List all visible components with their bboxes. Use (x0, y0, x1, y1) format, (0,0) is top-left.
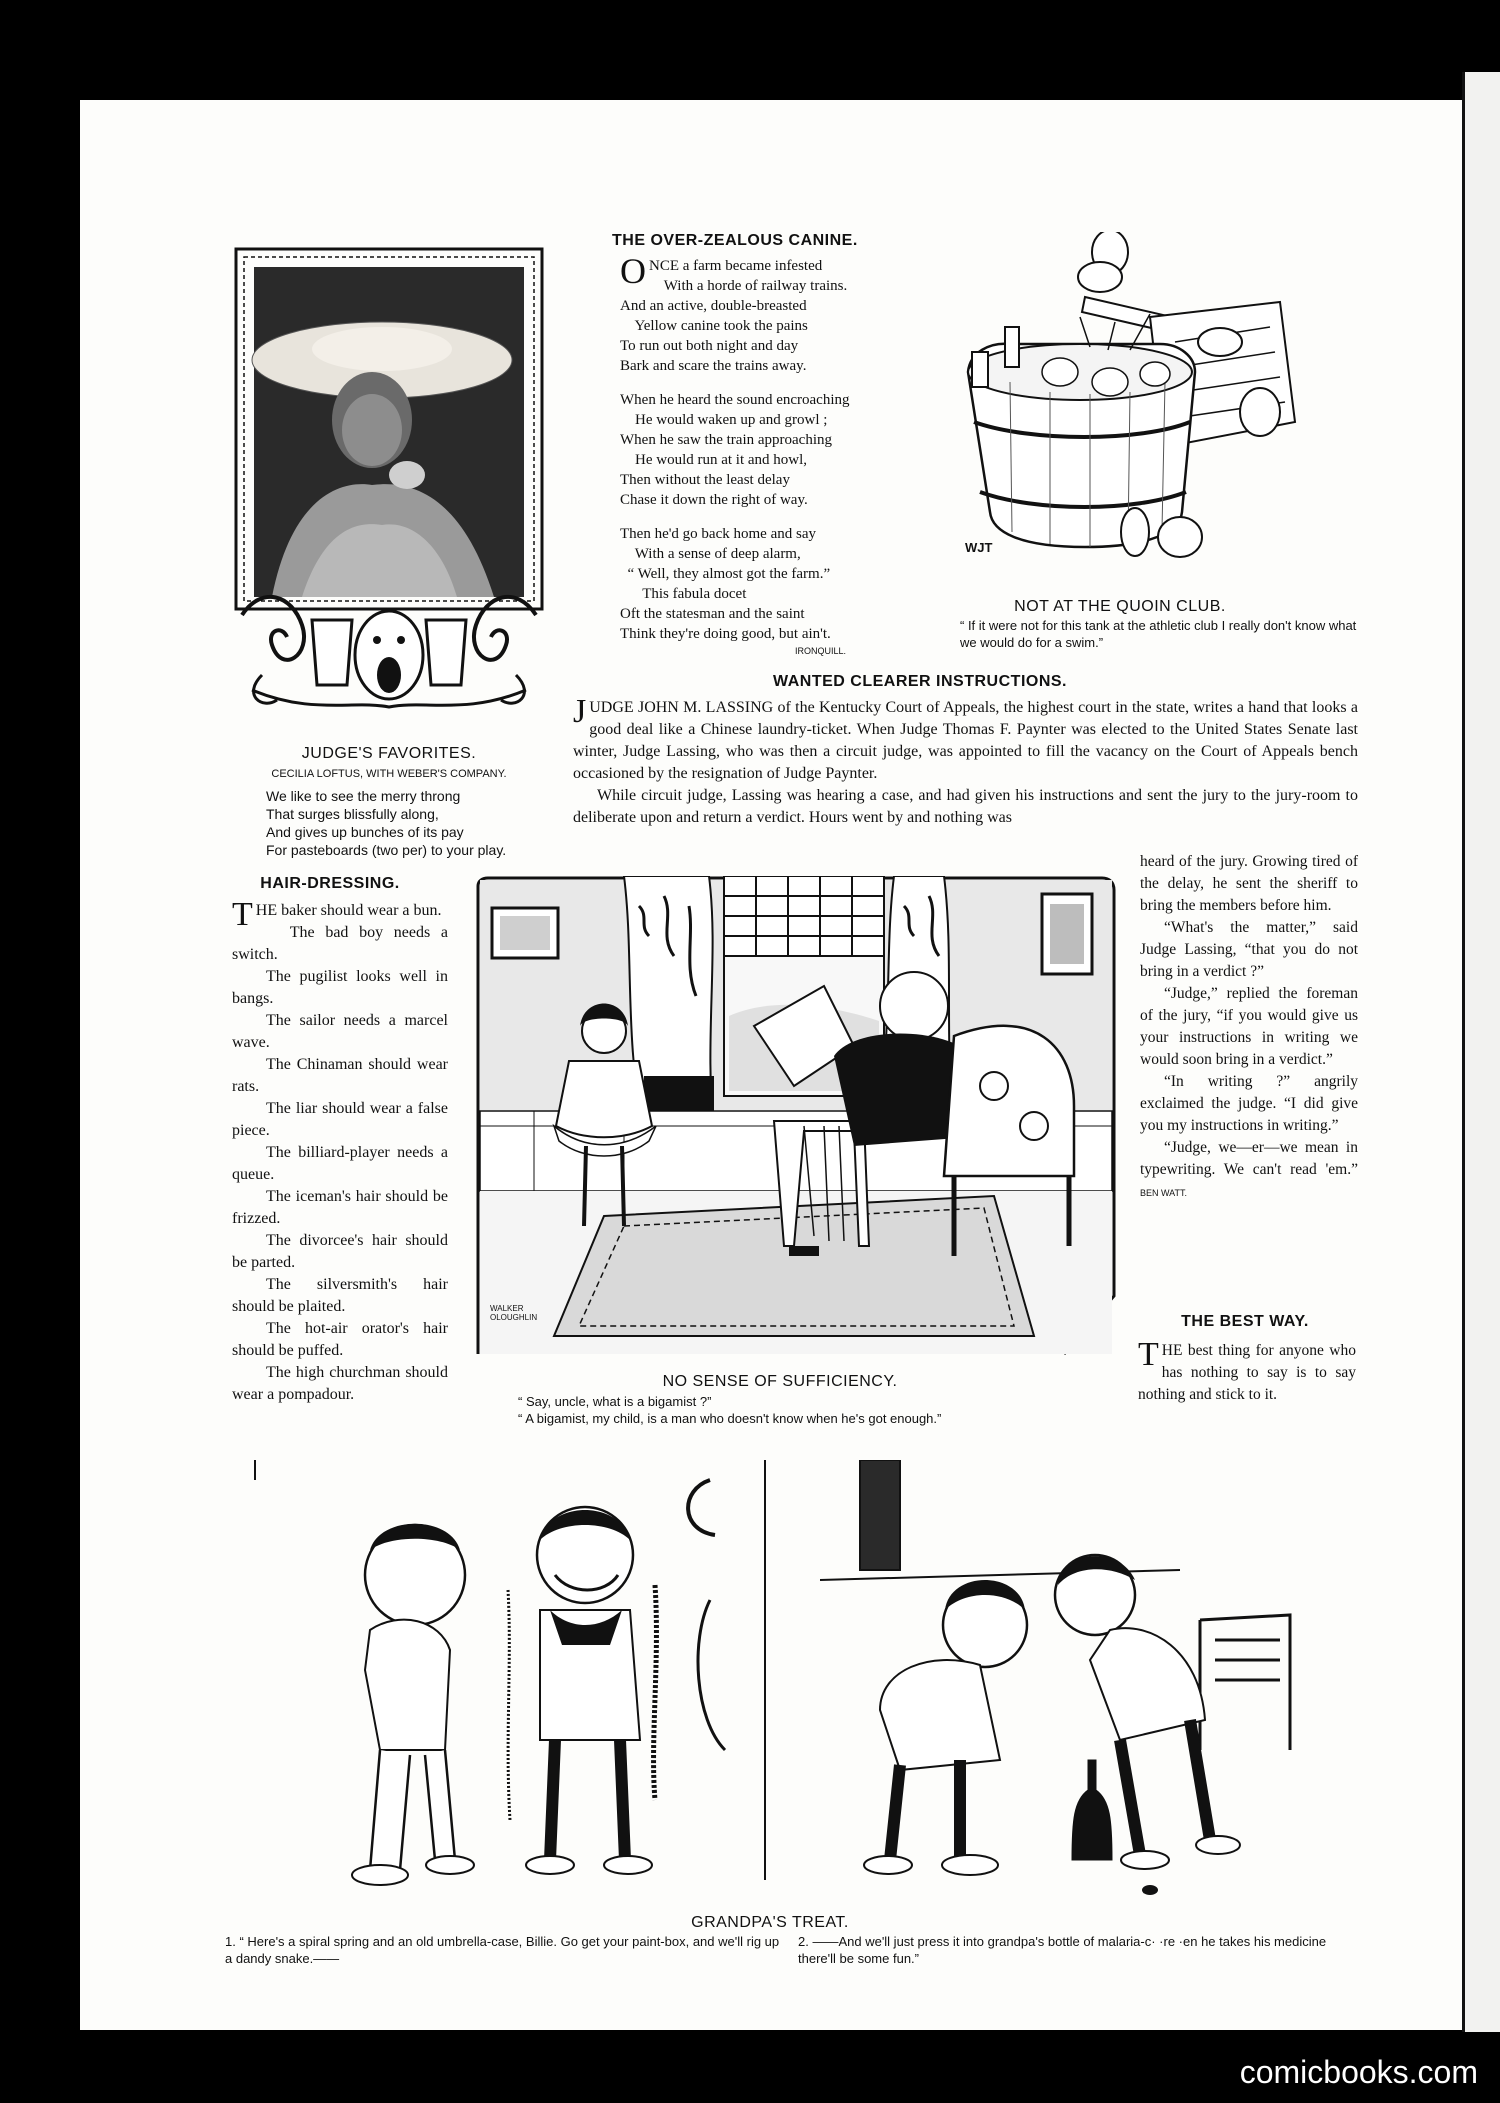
grandpa-title: GRANDPA'S TREAT. (691, 1914, 849, 1931)
hair-line: The divorcee's hair should be parted. (232, 1232, 448, 1271)
canine-dropcap: O (620, 251, 646, 291)
bestway-body (1138, 1336, 1356, 1406)
instructions-signature: BEN WATT. (1140, 1188, 1187, 1198)
ornate-frame-illustration (232, 245, 546, 715)
hair-line: The Chinaman should wear rats. (232, 1056, 448, 1095)
quoin-illustration (950, 232, 1310, 587)
favorites-title: JUDGE'S FAVORITES. (301, 745, 477, 762)
bestway-dropcap: T (1138, 1336, 1159, 1373)
canine-title: THE OVER-ZEALOUS CANINE. (612, 232, 858, 249)
instructions-col-paragraph: “Judge,” replied the foreman of the jury, “if you would give us your instructions in writing we would soon bring in a verdict.” (1140, 985, 1358, 1068)
canine-poem (620, 251, 920, 656)
sufficiency-illustration (474, 876, 1116, 1356)
instructions-col-paragraph (1140, 1137, 1358, 1204)
bestway-title: THE BEST WAY. (1181, 1313, 1309, 1330)
next-page-edge (1462, 72, 1500, 2032)
instructions-paragraph-1: UDGE JOHN M. LASSING of the Kentucky Court of Appeals, the highest court in the state, writes a hand that looks a good deal like a Chinese laundry-ticket. When Judge Thomas F. Paynter was elected to the United States Senate last winter, Judge Lassing, who was then a circuit judge, was appointed to fill the vacancy on the Court of Appeals bench occasioned by the resignation of Judge Paynter. (573, 699, 1358, 782)
hair-line: The silversmith's hair should be plaited. (232, 1276, 448, 1315)
instructions-body (573, 693, 1358, 829)
hair-title: HAIR-DRESSING. (260, 875, 400, 892)
hair-line: HE baker should wear a bun. (255, 902, 442, 919)
grandpa-panel-1 (250, 1460, 770, 1900)
instructions-dropcap: J (573, 693, 587, 730)
verse-line: That surges blissfully along, (266, 806, 439, 822)
hair-line: The billiard-player needs a queue. (232, 1144, 448, 1183)
canine-stanza-1: NCE a farm became infested With a horde of railway trains. And an active, double-breasted Yellow canine took the pains To run out both night and day Bark and scare the trains away. (620, 258, 848, 374)
sufficiency-title: NO SENSE OF SUFFICIENCY. (662, 1373, 898, 1390)
portrait-frame (232, 245, 546, 715)
hair-line: The hot-air orator's hair should be puffed. (232, 1320, 448, 1359)
verse-line: We like to see the merry throng (266, 788, 461, 804)
favorites-verse (266, 787, 566, 859)
bestway-text: HE best thing for anyone who has nothing to say is to say nothing and stick to it. (1138, 1342, 1356, 1403)
hair-line: The iceman's hair should be frizzed. (232, 1188, 448, 1227)
instructions-last-line: “Judge, we—er—we mean in typewriting. We can't read 'em.” (1140, 1139, 1358, 1178)
quoin-caption: “ If it were not for this tank at the athletic club I really don't know what we would do for a swim.” (960, 618, 1357, 650)
sufficiency-line-2: “ A bigamist, my child, is a man who doesn't know when he's got enough.” (518, 1411, 942, 1426)
hair-body (232, 896, 448, 1406)
sufficiency-line-1: “ Say, uncle, what is a bigamist ?” (518, 1394, 712, 1409)
favorites-subtitle: CECILIA LOFTUS, WITH WEBER'S COMPANY. (271, 768, 507, 780)
grandpa-caption-2: 2. ——And we'll just press it into grandpa's bottle of malaria-c· ·re ·en he takes his medicine there'll be some fun.” (798, 1934, 1327, 1966)
sufficiency-caption (518, 1393, 1118, 1427)
grandpa-panel-2 (820, 1460, 1330, 1900)
instructions-col-paragraph: “In writing ?” angrily exclaimed the judge. “I did give you my instructions in writing.” (1140, 1073, 1358, 1134)
canine-stanza-2: When he heard the sound encroaching He would waken up and growl ; When he saw the train approaching He would run at it and howl, Then without the least delay Chase it down the right of way. (620, 392, 850, 508)
canine-stanza-3: Then he'd go back home and say With a sense of deep alarm, “ Well, they almost got the farm.” This fabula docet Oft the statesman and the saint Think they're doing good, but ain't. (620, 526, 831, 642)
sufficiency-artist-signature: WALKER OLOUGHLIN (490, 1304, 538, 1322)
hair-line: The sailor needs a marcel wave. (232, 1012, 448, 1051)
hair-line: The pugilist looks well in bangs. (232, 968, 448, 1007)
instructions-paragraph-2: While circuit judge, Lassing was hearing a case, and had given his instructions and sent the jury to the jury-room to deliberate upon and return a verdict. Hours went by and nothing was (573, 787, 1358, 826)
canine-signature: IRONQUILL. (795, 646, 847, 656)
quoin-artist-signature: WJT (965, 540, 993, 555)
instructions-col-paragraph: heard of the jury. Growing tired of the delay, he sent the sheriff to bring the members before him. (1140, 853, 1358, 914)
verse-line: For pasteboards (two per) to your play. (266, 842, 507, 858)
site-watermark: comicbooks.com (1239, 2054, 1478, 2090)
hair-dropcap: T (232, 896, 253, 933)
hair-line: The high churchman should wear a pompadour. (232, 1364, 448, 1403)
instructions-title: WANTED CLEARER INSTRUCTIONS. (773, 673, 1067, 690)
verse-line: And gives up bunches of its pay (266, 824, 464, 840)
hair-line: The liar should wear a false piece. (232, 1100, 448, 1139)
hair-line: The bad boy needs a switch. (232, 924, 448, 963)
grandpa-caption-1: 1. “ Here's a spiral spring and an old umbrella-case, Billie. Go get your paint-box, and we'll rig up a dandy snake.—— (225, 1934, 780, 1966)
quoin-title: NOT AT THE QUOIN CLUB. (1014, 598, 1226, 615)
instructions-column (1140, 851, 1358, 1204)
instructions-col-paragraph: “What's the matter,” said Judge Lassing, “that you do not bring in a verdict ?” (1140, 919, 1358, 980)
